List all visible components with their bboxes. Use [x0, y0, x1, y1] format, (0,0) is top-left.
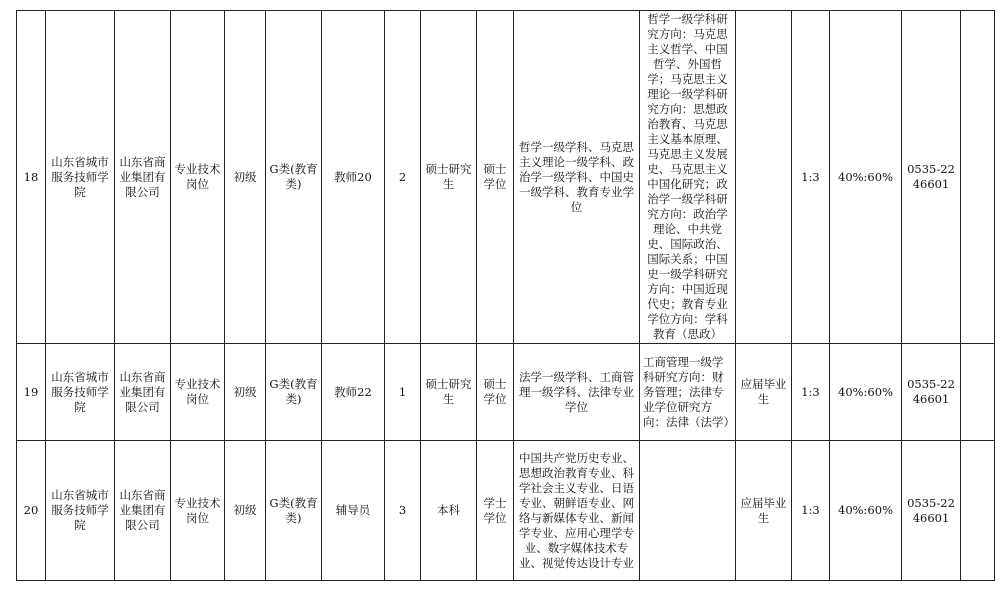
- school-name: 山东省城市服务技师学院: [46, 441, 115, 581]
- research-direction: [640, 441, 736, 581]
- hire-count: 1: [385, 344, 421, 441]
- education-requirement: 本科: [421, 441, 477, 581]
- remark: [961, 441, 995, 581]
- post-type: 专业技术岗位: [171, 11, 225, 344]
- remark: [961, 344, 995, 441]
- other-requirement: 应届毕业生: [736, 441, 792, 581]
- contact-phone: 0535-2246601: [902, 441, 961, 581]
- table-row: [17, 11, 995, 344]
- score-weight: 40%:60%: [830, 344, 902, 441]
- major-requirement: 哲学一级学科、马克思主义理论一级学科、政治学一级学科、中国史一级学科、教育专业学位: [514, 11, 640, 344]
- department: 山东省商业集团有限公司: [115, 344, 171, 441]
- row-number: 20: [17, 441, 46, 581]
- contact-phone: 0535-2246601: [902, 11, 961, 344]
- education-requirement: 硕士研究生: [421, 344, 477, 441]
- post-type: 专业技术岗位: [171, 344, 225, 441]
- post-type: 专业技术岗位: [171, 441, 225, 581]
- department: 山东省商业集团有限公司: [115, 11, 171, 344]
- research-direction: 工商管理一级学科研究方向：财务管理；法律专业学位研究方向：法律（法学）: [640, 344, 736, 441]
- post-category: G类(教育类): [266, 441, 322, 581]
- major-requirement: 中国共产党历史专业、思想政治教育专业、科学社会主义专业、日语专业、朝鲜语专业、网络与新媒体专业、新闻学专业、应用心理学专业、数字媒体技术专业、视觉传达设计专业: [514, 441, 640, 581]
- major-requirement: 法学一级学科、工商管理一级学科、法律专业学位: [514, 344, 640, 441]
- score-weight: 40%:60%: [830, 11, 902, 344]
- exam-ratio: 1:3: [792, 344, 830, 441]
- row-number: 19: [17, 344, 46, 441]
- exam-ratio: 1:3: [792, 11, 830, 344]
- post-category: G类(教育类): [266, 11, 322, 344]
- exam-ratio: 1:3: [792, 441, 830, 581]
- education-requirement: 硕士研究生: [421, 11, 477, 344]
- research-direction: 哲学一级学科研究方向：马克思主义哲学、中国哲学、外国哲学；马克思主义理论一级学科研究方向：思想政治教育、马克思主义基本原理、马克思主义发展史、马克思主义中国化研究；政治学一级学科研究方向：政治学理论、中共党史、国际政治、国际关系；中国史一级学科研究方向：中国近现代史；教育专业学位方向：学科教育（思政）: [640, 11, 736, 344]
- post-name: 教师20: [322, 11, 385, 344]
- post-name: 辅导员: [322, 441, 385, 581]
- remark: [961, 11, 995, 344]
- score-weight: 40%:60%: [830, 441, 902, 581]
- hire-count: 3: [385, 441, 421, 581]
- school-name: 山东省城市服务技师学院: [46, 11, 115, 344]
- post-level: 初级: [225, 11, 266, 344]
- table-row: [17, 344, 995, 441]
- other-requirement: [736, 11, 792, 344]
- degree-requirement: 硕士学位: [477, 11, 514, 344]
- row-number: 18: [17, 11, 46, 344]
- post-level: 初级: [225, 344, 266, 441]
- contact-phone: 0535-2246601: [902, 344, 961, 441]
- hire-count: 2: [385, 11, 421, 344]
- recruitment-table: [16, 10, 995, 581]
- department: 山东省商业集团有限公司: [115, 441, 171, 581]
- degree-requirement: 硕士学位: [477, 344, 514, 441]
- table-row: [17, 441, 995, 581]
- post-name: 教师22: [322, 344, 385, 441]
- other-requirement: 应届毕业生: [736, 344, 792, 441]
- school-name: 山东省城市服务技师学院: [46, 344, 115, 441]
- post-category: G类(教育类): [266, 344, 322, 441]
- post-level: 初级: [225, 441, 266, 581]
- degree-requirement: 学士学位: [477, 441, 514, 581]
